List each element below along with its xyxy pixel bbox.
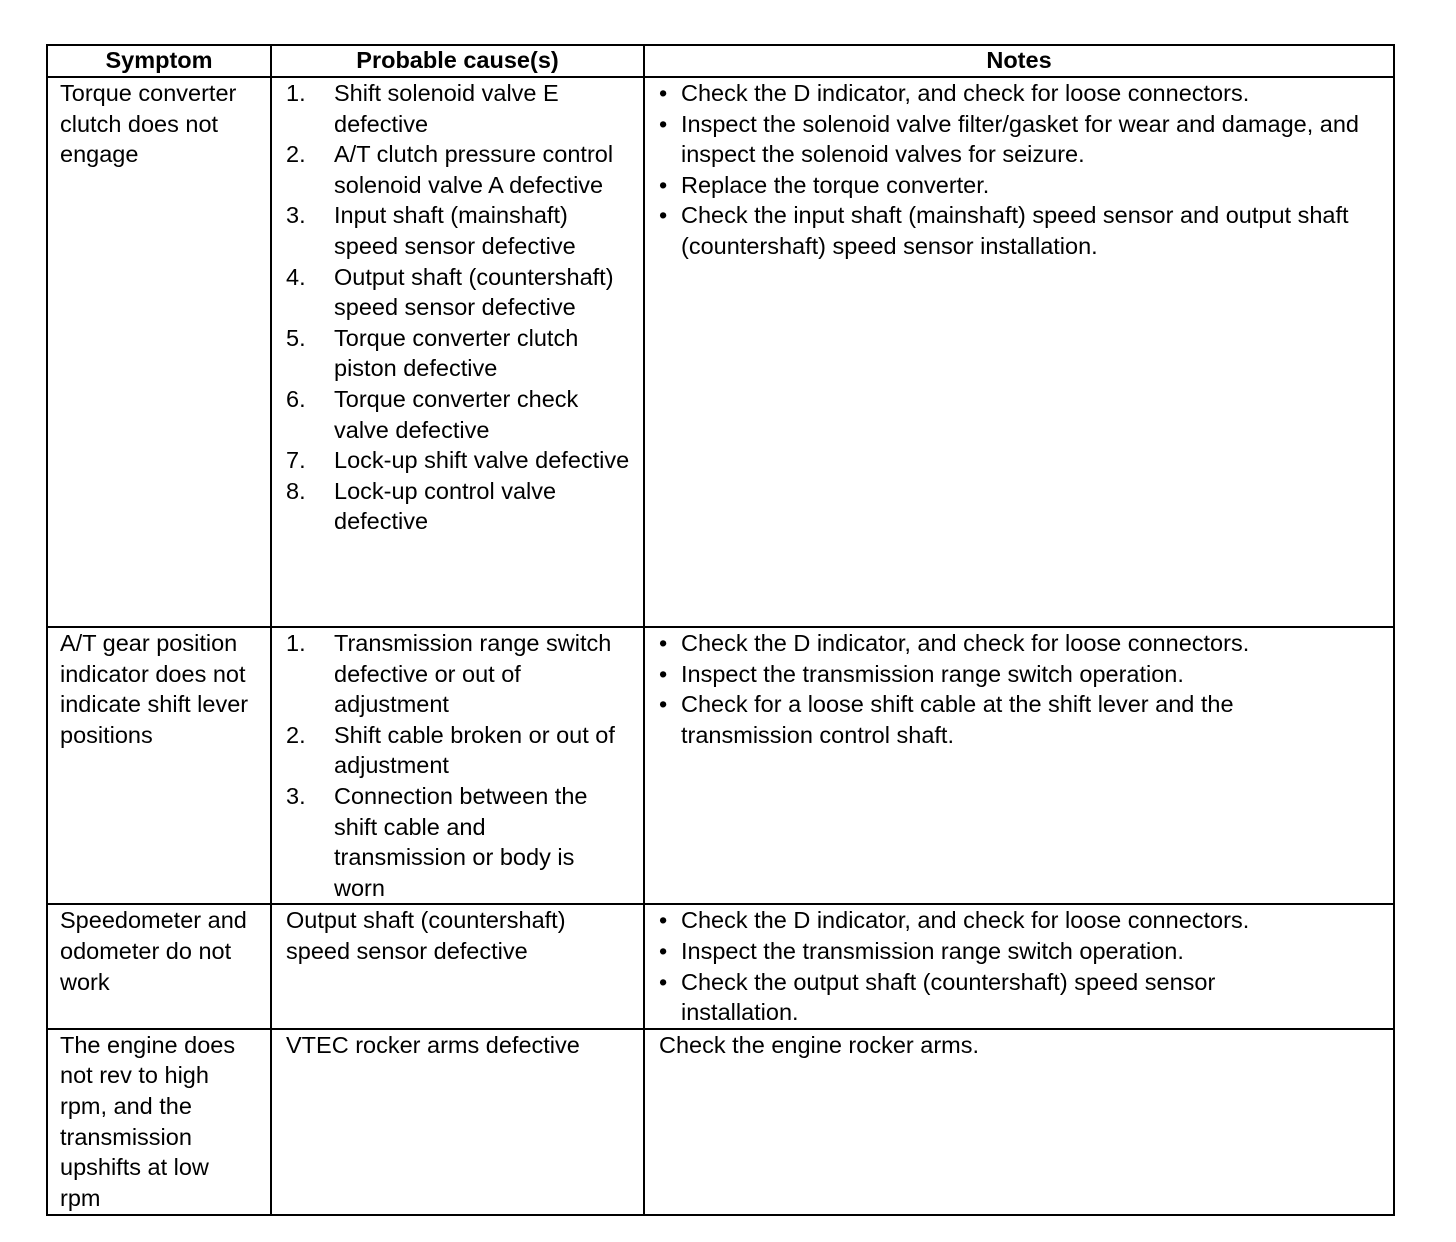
list-item xyxy=(659,628,1389,659)
list-item xyxy=(286,262,635,323)
troubleshooting-table xyxy=(46,44,1395,1216)
symptom-text: Torque converter clutch does not engage xyxy=(60,80,237,168)
list-item xyxy=(286,78,635,139)
list-item xyxy=(286,781,635,903)
table-header-row xyxy=(47,45,1394,77)
header-notes: Notes xyxy=(644,45,1394,77)
table-row xyxy=(47,1029,1394,1215)
list-item xyxy=(659,170,1389,201)
symptom-cell xyxy=(47,627,271,904)
notes-list xyxy=(659,628,1389,750)
symptom-cell xyxy=(47,77,271,627)
list-item xyxy=(286,628,635,720)
notes-cell xyxy=(644,1029,1394,1215)
table-row xyxy=(47,77,1394,627)
header-symptom: Symptom xyxy=(47,45,271,77)
symptom-text: A/T gear position indicator does not indicate shift lever positions xyxy=(60,630,249,748)
list-item xyxy=(659,659,1389,690)
cause-number: 3. xyxy=(286,202,306,229)
cause-list xyxy=(286,78,635,537)
bullet-icon: • xyxy=(659,110,668,137)
symptom-cell xyxy=(47,1029,271,1215)
note-text: Check for a loose shift cable at the shift lever and the transmission control shaft. xyxy=(681,691,1234,748)
cause-text: Torque converter check valve defective xyxy=(334,385,579,443)
cause-number: 2. xyxy=(286,721,306,748)
cause-text: Input shaft (mainshaft) speed sensor defective xyxy=(334,202,576,259)
bullet-icon: • xyxy=(659,202,668,229)
note-text: Check the D indicator, and check for loose connectors. xyxy=(681,630,1250,656)
bullet-icon: • xyxy=(659,691,668,718)
cause-cell xyxy=(271,627,644,904)
list-item xyxy=(659,936,1389,967)
notes-cell xyxy=(644,77,1394,627)
list-item xyxy=(659,905,1389,936)
notes-list xyxy=(659,905,1389,1027)
list-item xyxy=(286,720,635,781)
bullet-icon: • xyxy=(659,937,668,964)
cause-cell xyxy=(271,904,644,1028)
cause-text: Lock-up shift valve defective xyxy=(334,447,630,474)
cause-text: Output shaft (countershaft) speed sensor defective xyxy=(334,263,614,321)
bullet-icon: • xyxy=(659,968,668,995)
list-item xyxy=(659,689,1389,750)
bullet-icon: • xyxy=(659,907,668,934)
notes-cell xyxy=(644,904,1394,1028)
bullet-icon: • xyxy=(659,660,668,687)
cause-list xyxy=(286,628,635,903)
cause-cell xyxy=(271,1029,644,1215)
cause-text: A/T clutch pressure control solenoid valve A defective xyxy=(334,141,614,198)
note-text: Inspect the transmission range switch operation. xyxy=(681,937,1184,964)
cause-text: Torque converter clutch piston defective xyxy=(334,324,579,382)
symptom-text: Speedometer and odometer do not work xyxy=(60,907,247,995)
note-text: Check the engine rocker arms. xyxy=(659,1031,980,1058)
symptom-text: The engine does not rev to high rpm, and the transmission upshifts at low rpm xyxy=(60,1031,236,1211)
cause-text: VTEC rocker arms defective xyxy=(286,1031,580,1058)
note-text: Check the output shaft (countershaft) speed sensor installation. xyxy=(681,968,1216,1026)
cause-number: 1. xyxy=(286,630,306,656)
list-item xyxy=(286,200,635,261)
note-text: Check the D indicator, and check for loose connectors. xyxy=(681,907,1250,934)
notes-list xyxy=(659,78,1389,262)
cause-text: Lock-up control valve defective xyxy=(334,477,557,535)
cause-number: 8. xyxy=(286,477,306,504)
list-item xyxy=(659,967,1389,1028)
cause-number: 6. xyxy=(286,385,306,412)
cause-number: 3. xyxy=(286,782,306,809)
symptom-cell xyxy=(47,904,271,1028)
notes-cell xyxy=(644,627,1394,904)
note-text: Inspect the solenoid valve filter/gasket for wear and damage, and inspect the solenoid valves for seizure. xyxy=(681,110,1359,168)
list-item xyxy=(286,384,635,445)
header-probable-causes: Probable cause(s) xyxy=(271,45,644,77)
bullet-icon: • xyxy=(659,171,668,198)
note-text: Check the D indicator, and check for loose connectors. xyxy=(681,80,1250,106)
list-item xyxy=(659,78,1389,109)
list-item xyxy=(286,445,635,476)
cause-number: 1. xyxy=(286,80,306,106)
cause-number: 5. xyxy=(286,324,306,351)
note-text: Check the input shaft (mainshaft) speed sensor and output shaft (countershaft) speed sensor installation. xyxy=(681,202,1349,259)
cause-number: 2. xyxy=(286,141,306,168)
list-item xyxy=(659,109,1389,170)
table-row xyxy=(47,904,1394,1028)
cause-text: Shift solenoid valve E defective xyxy=(334,80,559,137)
bullet-icon: • xyxy=(659,80,668,106)
cause-text: Transmission range switch defective or out of adjustment xyxy=(334,630,612,718)
note-text: Inspect the transmission range switch operation. xyxy=(681,660,1184,687)
cause-cell xyxy=(271,77,644,627)
cause-number: 4. xyxy=(286,263,306,290)
cause-number: 7. xyxy=(286,447,306,474)
cause-text: Connection between the shift cable and transmission or body is worn xyxy=(334,782,588,901)
cause-text: Output shaft (countershaft) speed sensor defective xyxy=(286,907,566,964)
list-item xyxy=(286,476,635,537)
cause-text: Shift cable broken or out of adjustment xyxy=(334,721,615,779)
list-item xyxy=(659,200,1389,261)
list-item xyxy=(286,323,635,384)
list-item xyxy=(286,139,635,200)
table-row xyxy=(47,627,1394,904)
troubleshooting-document xyxy=(46,44,1393,1216)
bullet-icon: • xyxy=(659,630,668,656)
note-text: Replace the torque converter. xyxy=(681,171,990,198)
